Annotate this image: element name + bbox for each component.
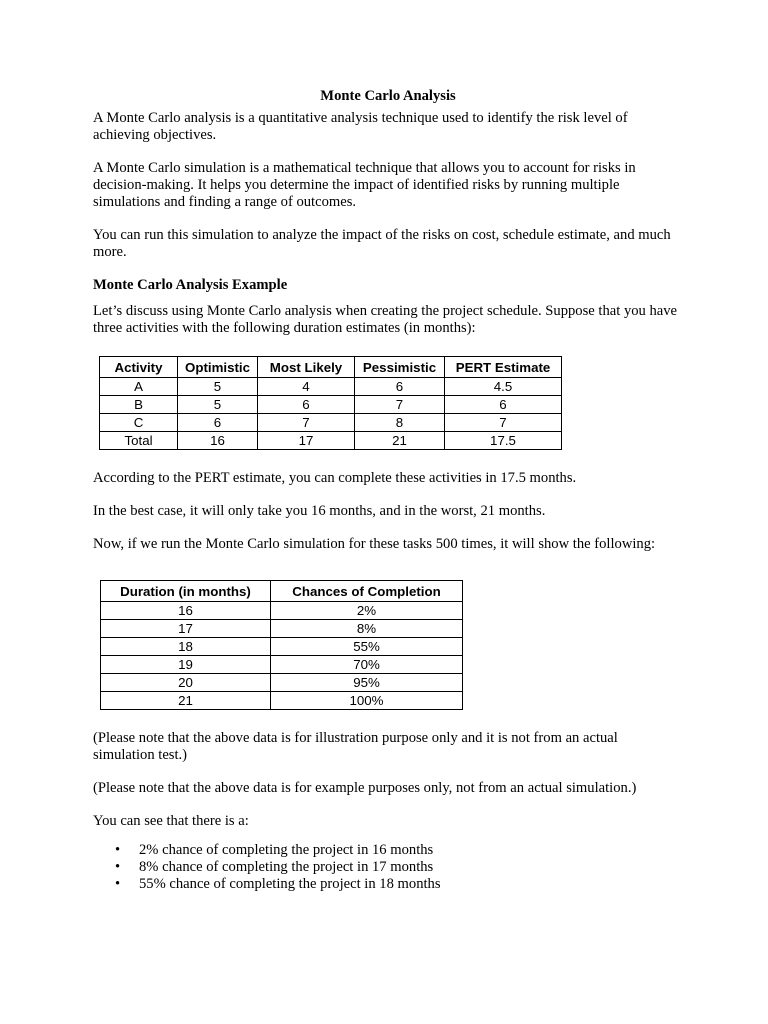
pert-header-pessimistic: Pessimistic [355,357,445,378]
table-cell: 4 [258,378,355,396]
example-intro: Let’s discuss using Monte Carlo analysis when creating the project schedule. Suppose that you have three activities with the following duration estimates (in months): [93,303,678,336]
table-row [101,602,463,620]
table-cell: 21 [101,692,271,710]
simulation-table-header-row [101,581,463,602]
bullet-icon: • [115,842,121,858]
table-cell: 4.5 [445,378,562,396]
table-cell: Total [100,432,178,450]
table-cell: 6 [258,396,355,414]
table-cell: 95% [271,674,463,692]
sim-header-chances: Chances of Completion [271,581,463,602]
table-cell: 6 [445,396,562,414]
pert-header-optimistic: Optimistic [178,357,258,378]
paragraph-summary-intro: You can see that there is a: [93,813,249,829]
table-cell: 19 [101,656,271,674]
table-cell: 16 [101,602,271,620]
table-cell: 5 [178,396,258,414]
document-page [93,88,683,893]
paragraph-definition: A Monte Carlo analysis is a quantitative analysis technique used to identify the risk level of achieving objectives. [93,110,628,143]
paragraph-best-worst: In the best case, it will only take you 16 months, and in the worst, 21 months. [93,503,546,519]
bullet-icon: • [115,876,121,892]
table-cell: A [100,378,178,396]
paragraph-simulation: A Monte Carlo simulation is a mathematical technique that allows you to account for risks in decision-making. It helps you determine the impact of identified risks by running multiple simulations and finding a range of outcomes. [93,160,636,210]
table-cell: 7 [258,414,355,432]
table-cell: 18 [101,638,271,656]
list-item [93,876,683,893]
table-cell: 8 [355,414,445,432]
pert-header-most-likely: Most Likely [258,357,355,378]
table-cell: 6 [178,414,258,432]
table-cell: 17 [101,620,271,638]
table-cell: B [100,396,178,414]
bullet-icon: • [115,859,121,875]
document-title: Monte Carlo Analysis [320,88,456,104]
note-example: (Please note that the above data is for example purposes only, not from an actual simulation.) [93,780,637,796]
table-cell: C [100,414,178,432]
list-item-text: 2% chance of completing the project in 16 months [139,842,434,858]
simulation-table [100,580,463,710]
list-item [93,842,683,859]
list-item [93,859,683,876]
list-item-text: 55% chance of completing the project in 18 months [139,876,441,892]
note-illustration: (Please note that the above data is for illustration purpose only and it is not from an actual simulation test.) [93,730,618,763]
table-cell: 17 [258,432,355,450]
chance-list [93,842,683,893]
pert-table-header-row [100,357,562,378]
table-cell: 2% [271,602,463,620]
pert-header-pert-estimate: PERT Estimate [445,357,562,378]
example-heading: Monte Carlo Analysis Example [93,277,288,293]
table-row [101,674,463,692]
table-cell: 16 [178,432,258,450]
table-cell: 7 [355,396,445,414]
paragraph-usage: You can run this simulation to analyze the impact of the risks on cost, schedule estimate, and much more. [93,227,671,260]
list-item-text: 8% chance of completing the project in 17 months [139,859,434,875]
table-cell: 5 [178,378,258,396]
paragraph-pert-result: According to the PERT estimate, you can complete these activities in 17.5 months. [93,470,577,486]
table-cell: 8% [271,620,463,638]
table-row [101,692,463,710]
table-row [100,414,562,432]
table-row [101,638,463,656]
table-cell: 17.5 [445,432,562,450]
pert-header-activity: Activity [100,357,178,378]
table-row [100,378,562,396]
table-cell: 100% [271,692,463,710]
table-cell: 70% [271,656,463,674]
table-cell: 6 [355,378,445,396]
table-cell: 21 [355,432,445,450]
table-cell: 7 [445,414,562,432]
pert-table [99,356,562,450]
table-row [101,620,463,638]
sim-header-duration: Duration (in months) [101,581,271,602]
table-row [101,656,463,674]
table-row-total [100,432,562,450]
table-cell: 55% [271,638,463,656]
table-cell: 20 [101,674,271,692]
table-row [100,396,562,414]
paragraph-simulation-run: Now, if we run the Monte Carlo simulation for these tasks 500 times, it will show the following: [93,536,656,552]
